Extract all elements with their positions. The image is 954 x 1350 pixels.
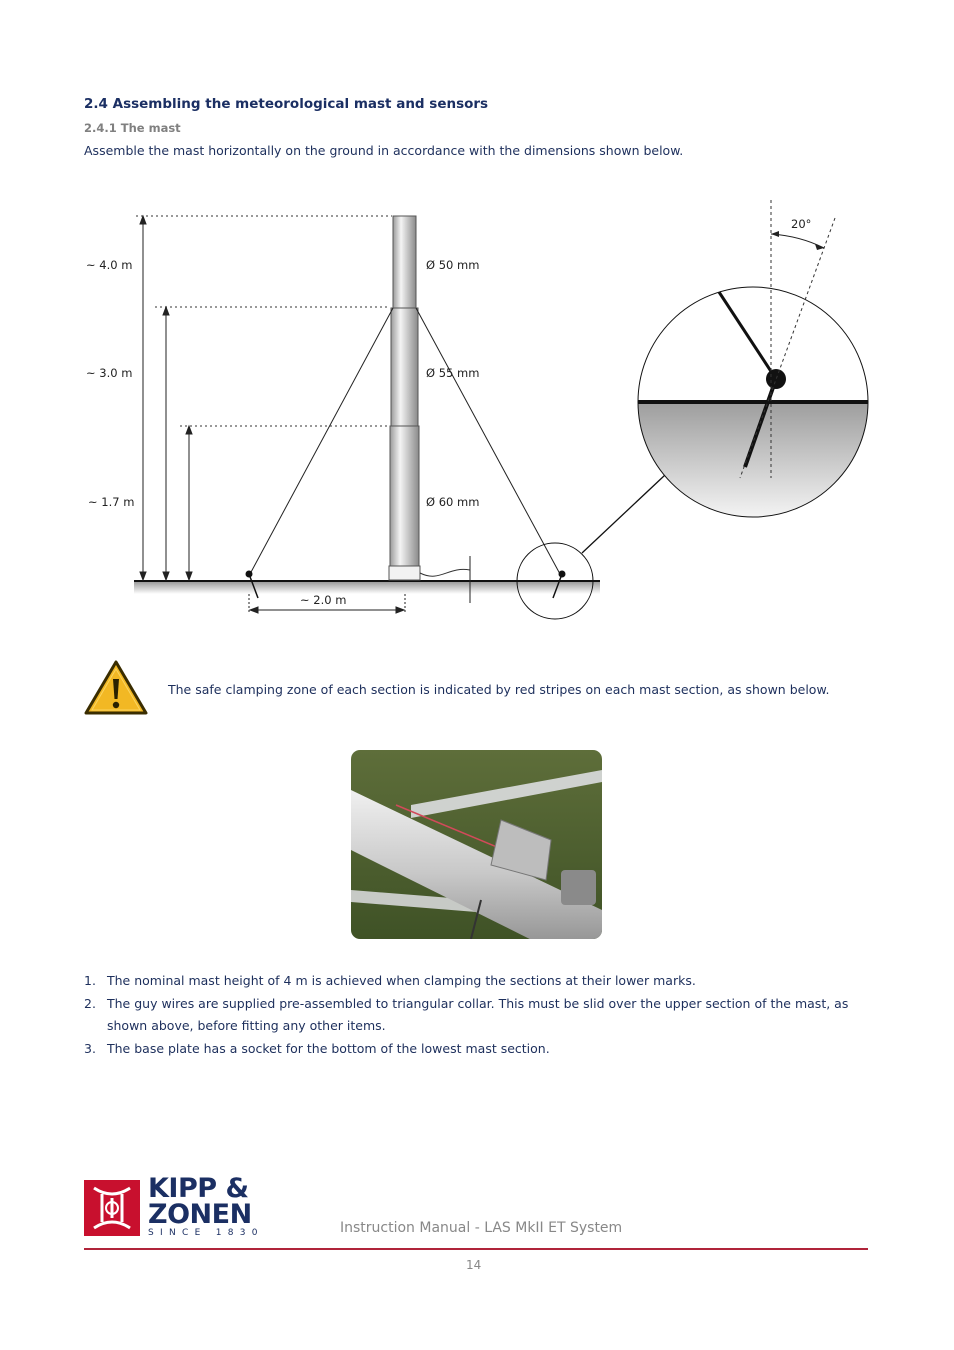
mast-diagram [0, 0, 954, 640]
mast-clamp-photo [351, 750, 602, 939]
list-item: 3. The base plate has a socket for the bottom of the lowest mast section. [84, 1040, 550, 1056]
brand-name: KIPP & ZONEN [148, 1173, 252, 1230]
section-heading: 2.4 Assembling the meteorological mast and sensors [84, 96, 489, 112]
mast-section-top [393, 216, 416, 308]
cable [420, 569, 470, 576]
footer-divider [84, 1248, 868, 1250]
diameter-label-low: Ø 60 mm [426, 495, 480, 509]
list-item: 2. The guy wires are supplied pre-assembled to triangular collar. This must be slid over the upper section of the mast, as shown above, before fitting any other items. [84, 995, 849, 1033]
mast-section-low [390, 426, 419, 566]
height-label-top: ~ 4.0 m [86, 258, 133, 272]
mast-base-plate [389, 566, 420, 580]
kipp-zonen-logo-icon [84, 1180, 140, 1236]
warning-triangle-icon [83, 659, 149, 717]
subsection-heading: 2.4.1 The mast [84, 121, 181, 135]
mast-section-mid [391, 308, 418, 426]
spacing-label: ~ 2.0 m [300, 593, 347, 607]
guy-wire-right [416, 308, 560, 574]
notes-list [84, 970, 874, 1060]
guy-wire-left [250, 308, 393, 574]
list-item: 1. The nominal mast height of 4 m is achieved when clamping the sections at their lower marks. [84, 973, 696, 988]
intro-paragraph: Assemble the mast horizontally on the ground in accordance with the dimensions shown below. [84, 143, 684, 158]
height-label-mid: ~ 3.0 m [86, 366, 133, 380]
diameter-label-top: Ø 50 mm [426, 258, 480, 272]
warning-text: The safe clamping zone of each section is indicated by red stripes on each mast section, as shown below. [168, 682, 830, 697]
diameter-label-mid: Ø 55 mm [426, 366, 480, 380]
height-arrows [140, 216, 192, 580]
detail-connector [582, 475, 665, 553]
brand-tagline: SINCE 1830 [148, 1228, 264, 1238]
document-title: Instruction Manual - LAS MkII ET System [340, 1220, 623, 1236]
page-number: 14 [466, 1258, 482, 1272]
height-label-low: ~ 1.7 m [88, 495, 135, 509]
anchor-ball-detail [766, 369, 786, 389]
angle-label: 20° [791, 217, 812, 231]
